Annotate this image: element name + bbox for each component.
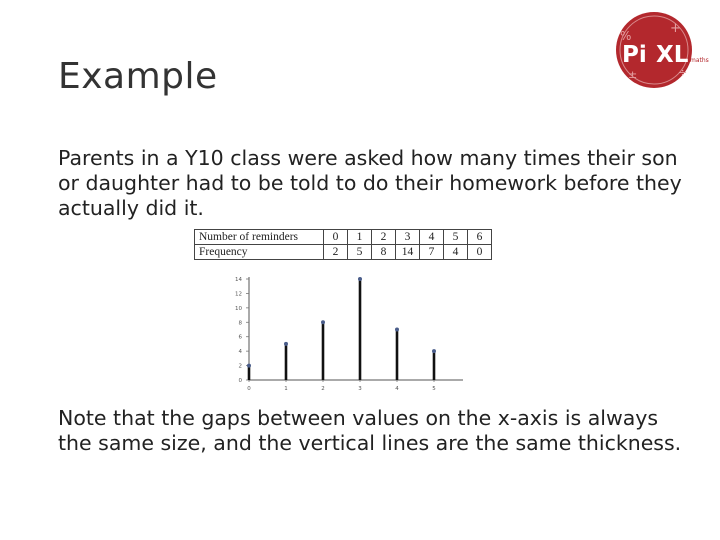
svg-text:+: +	[670, 21, 681, 36]
pixl-maths-logo	[606, 10, 716, 92]
y-tick-label: 4	[238, 349, 242, 356]
row-label-frequency: Frequency	[195, 245, 324, 260]
logo-text-xl: XL	[656, 42, 689, 68]
reminders-cell: 3	[396, 230, 420, 245]
reminders-cell: 6	[468, 230, 492, 245]
reminders-row	[195, 230, 492, 245]
y-tick-label: 6	[238, 334, 242, 341]
data-point	[432, 349, 436, 353]
data-point	[321, 320, 325, 324]
x-tick-label: 0	[247, 386, 251, 392]
frequency-table	[194, 229, 492, 260]
y-tick-label: 10	[235, 305, 242, 312]
row-label-reminders: Number of reminders	[195, 230, 324, 245]
vertical-line-chart	[226, 272, 486, 400]
svg-text:÷: ÷	[678, 66, 688, 79]
frequency-cell: 4	[444, 245, 468, 260]
x-tick-label: 5	[432, 386, 436, 392]
frequency-row	[195, 245, 492, 260]
frequency-cell: 2	[324, 245, 348, 260]
data-point	[358, 277, 362, 281]
y-tick-label: 14	[235, 277, 242, 283]
data-point	[284, 342, 288, 346]
x-tick-label: 3	[358, 386, 362, 392]
reminders-cell: 1	[348, 230, 372, 245]
logo-text-pi: Pi	[622, 42, 647, 68]
x-tick-label: 1	[284, 386, 288, 392]
note-text: Note that the gaps between values on the x-axis is always the same size, and the vertical lines are the same thickness.	[58, 406, 682, 455]
reminders-cell: 4	[420, 230, 444, 245]
slide-title: Example	[58, 56, 218, 97]
y-tick-label: 12	[235, 291, 242, 298]
reminders-cell: 2	[372, 230, 396, 245]
frequency-cell: 0	[468, 245, 492, 260]
frequency-cell: 8	[372, 245, 396, 260]
x-tick-label: 4	[395, 386, 399, 392]
frequency-cell: 5	[348, 245, 372, 260]
svg-text:±: ±	[628, 68, 638, 81]
frequency-cell: 14	[396, 245, 420, 260]
reminders-cell: 5	[444, 230, 468, 245]
intro-text: Parents in a Y10 class were asked how many times their son or daughter had to be told to do their homework before they actually did it.	[58, 146, 682, 220]
logo-sub-text: maths	[690, 57, 709, 64]
data-point	[395, 328, 399, 332]
frequency-cell: 7	[420, 245, 444, 260]
x-tick-label: 2	[321, 386, 325, 392]
svg-text:%: %	[620, 29, 632, 43]
y-tick-label: 2	[238, 363, 242, 370]
y-tick-label: 0	[238, 378, 242, 384]
reminders-cell: 0	[324, 230, 348, 245]
data-point	[247, 364, 251, 368]
y-tick-label: 8	[238, 320, 242, 327]
